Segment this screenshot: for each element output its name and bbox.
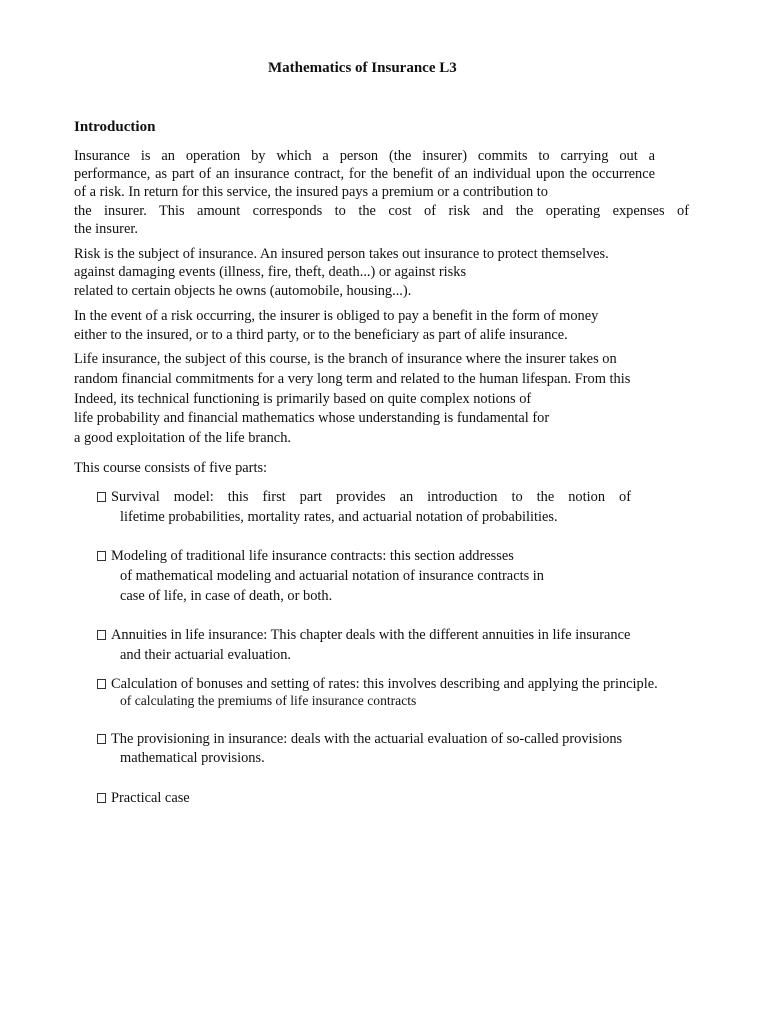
list-item-text: The provisioning in insurance: deals with the actuarial evaluation of so-called provisions xyxy=(111,731,623,747)
paragraph-1-line-2: performance, as part of an insurance contract, for the benefit of an individual upon the occurrence xyxy=(74,166,655,182)
list-item-text: Calculation of bonuses and setting of rates: this involves describing and applying the principle. xyxy=(111,676,658,692)
list-item xyxy=(97,675,658,693)
checkbox-glyph-icon xyxy=(97,679,106,689)
checkbox-glyph-icon xyxy=(97,793,106,803)
list-item-continuation: lifetime probabilities, mortality rates, and actuarial notation of probabilities. xyxy=(120,509,558,525)
paragraph-2-line-1: Risk is the subject of insurance. An insured person takes out insurance to protect themselves. xyxy=(74,246,609,262)
paragraph-1-line-1: Insurance is an operation by which a person (the insurer) commits to carrying out a xyxy=(74,148,655,164)
list-item-text: Modeling of traditional life insurance contracts: this section addresses xyxy=(111,548,514,564)
paragraph-1-line-5: the insurer. xyxy=(74,221,138,237)
list-item-continuation: of mathematical modeling and actuarial notation of insurance contracts in xyxy=(120,568,544,584)
list-item xyxy=(97,626,630,644)
checkbox-glyph-icon xyxy=(97,492,106,502)
paragraph-1-line-4: the insurer. This amount corresponds to the cost of risk and the operating expenses of xyxy=(74,203,689,219)
list-item-continuation: of calculating the premiums of life insurance contracts xyxy=(120,693,417,708)
paragraph-4-line-1: Life insurance, the subject of this course, is the branch of insurance where the insurer takes on xyxy=(74,351,617,367)
document-title: Mathematics of Insurance L3 xyxy=(268,60,457,76)
list-item xyxy=(97,488,631,506)
paragraph-4-line-2: random financial commitments for a very long term and related to the human lifespan. From this xyxy=(74,371,631,387)
list-item xyxy=(97,789,190,807)
paragraph-4-line-5: a good exploitation of the life branch. xyxy=(74,430,291,446)
list-item xyxy=(97,730,622,748)
list-item-text: Survival model: this first part provides an introduction to the notion of xyxy=(111,489,631,505)
checkbox-glyph-icon xyxy=(97,551,106,561)
paragraph-4-line-3: Indeed, its technical functioning is primarily based on quite complex notions of xyxy=(74,391,532,407)
introduction-heading: Introduction xyxy=(74,119,156,135)
paragraph-3-line-2: either to the insured, or to a third party, or to the beneficiary as part of alife insurance. xyxy=(74,327,568,343)
list-item-continuation: case of life, in case of death, or both. xyxy=(120,588,333,604)
list-item-continuation: mathematical provisions. xyxy=(120,750,265,766)
checkbox-glyph-icon xyxy=(97,734,106,744)
paragraph-2-line-3: related to certain objects he owns (automobile, housing...). xyxy=(74,283,412,299)
paragraph-3-line-1: In the event of a risk occurring, the insurer is obliged to pay a benefit in the form of money xyxy=(74,308,599,324)
list-item xyxy=(97,547,514,565)
checkbox-glyph-icon xyxy=(97,630,106,640)
paragraph-2-line-2: against damaging events (illness, fire, theft, death...) or against risks xyxy=(74,264,467,280)
parts-intro: This course consists of five parts: xyxy=(74,460,268,476)
list-item-continuation: and their actuarial evaluation. xyxy=(120,647,292,663)
list-item-text: Practical case xyxy=(111,790,190,806)
paragraph-4-line-4: life probability and financial mathematics whose understanding is fundamental for xyxy=(74,410,550,426)
list-item-text: Annuities in life insurance: This chapter deals with the different annuities in life insurance xyxy=(111,627,631,643)
paragraph-1-line-3: of a risk. In return for this service, the insured pays a premium or a contribution to xyxy=(74,184,548,200)
